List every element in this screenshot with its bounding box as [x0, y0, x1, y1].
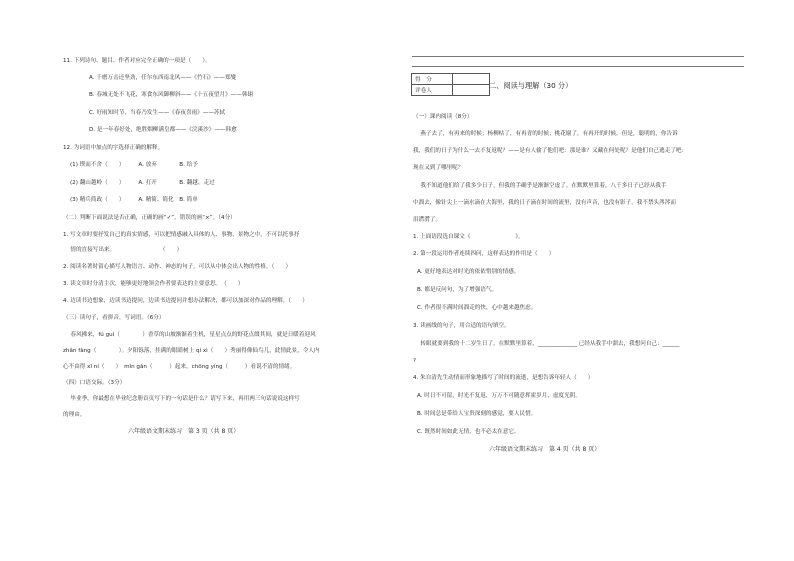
q12-item-3: (3) 精兵简政（ ） A. 精简、简化 B. 简单 — [70, 197, 198, 203]
top-rule-1 — [412, 56, 744, 57]
right-page-footer: 六年级语文期末练习 第 4 页（共 8 页） — [489, 446, 601, 453]
q12-stem: 12. 为词语中加点的字选择正确的解释。 — [63, 145, 164, 151]
passage-line-5: 中溜去，像针尖上一滴水滴在大海里，我的日子滴在时间的流里，没有声音，也没有影子。我不禁头涔涔而 — [413, 200, 676, 206]
left-page-footer: 六年级语文期末练习 第 3 页（共 8 页） — [128, 428, 240, 435]
rq2: 2. 第一段运用作者连续四问，这样表达的作用是（ ） — [413, 251, 555, 257]
rq2-option-a: A. 更好地表达对时光的依依惜别的情感。 — [417, 269, 520, 275]
score-table — [411, 73, 490, 96]
judge-1: 1. 写文章时要抒发自己的真实情感，可以把情感融入具体的人、事物、景物之中，不可以托事抒 — [63, 232, 300, 238]
judge-3: 3. 读文章时分清主次，能够更好地领会作者要表达的主要意思。 （ ） — [63, 281, 244, 287]
score-cell[interactable] — [453, 74, 490, 85]
passage-line-3: 现在又到了哪里呢？ — [413, 165, 464, 171]
judge-2: 2. 阅读名著时留心描写人物语言、动作、神态的句子，可以从中体会出人物的性格。（ ） — [63, 264, 292, 270]
q11-option-a: A. 千磨万击还坚劲，任尔东西南北风——《竹石》——郑燮 — [89, 75, 237, 81]
q11-stem: 11. 下列诗句、题目、作者对应完全正确的一项是（ ）。 — [63, 58, 211, 64]
rq4: 4. 朱自清先生动情而形象地描写了时间的流逝，是想告诉年轻人（ ） — [413, 375, 594, 381]
passage-line-6: 泪潸潸了。 — [413, 217, 441, 223]
section-oral-title: （四）口语交际。（3分） — [63, 380, 126, 386]
section-reading-title: 二、阅读与理解（30 分） — [489, 81, 573, 90]
grader-label: 评卷人 — [412, 85, 453, 96]
passage-line-4: 我不知道他们给了我多少日子，但我的手确乎是渐渐空虚了。在默默里算着，八千多日子已经从我手 — [413, 183, 667, 189]
q11-option-c: C. 好雨知时节，当春乃发生——《春夜喜雨》——苏轼 — [89, 110, 226, 116]
pinyin-line-3: 心不由得 xī ní（ ） mǐn gǎn（ ）起来，chōng yíng（ ）看说不清的情绪。 — [63, 364, 296, 370]
rq3-fill: 转眼就要到我的十二岁生日了，在默默里算着，______________ 已经从我手中溜去，我想问自己：______ — [413, 341, 680, 347]
rq2-option-c: C. 作者很不满时间溜走的快，心中越来越焦虑。 — [417, 305, 537, 311]
rq4-option-a: A. 时日不可留，时光不复返，万万不可随意挥霍岁月、虚度光阴。 — [417, 393, 581, 399]
rq4-option-b: B. 时间总是带给人宝贵深刻的感觉，要人民惜。 — [417, 411, 537, 417]
rq3-fill-end: ? — [413, 358, 416, 364]
q11-option-b: B. 春城无处不飞花，寒食东风御柳斜——《十五夜望月》——韩翃 — [89, 92, 254, 98]
judge-1-cont: 情的直接写出来。 （ ） — [63, 247, 183, 253]
grader-cell[interactable] — [453, 85, 490, 96]
judge-4: 4. 边读书边想象，边读书边提问，边读书边提问并想办法解决，都可以加深对作品的理解。（ ） — [63, 298, 308, 304]
reading-subtitle: （一）课内阅读（8分） — [413, 114, 473, 120]
q11-option-d: D. 是一年春好处，绝胜烟柳满皇都——《浣溪沙》——韩愈 — [89, 127, 237, 133]
oral-prompt-cont: 的理由。 — [63, 412, 86, 418]
q12-item-1: (1) 锲而不舍（ ） A. 放弃 B. 给予 — [70, 162, 198, 168]
section-pinyin-title: （三）读句子，看拼音，写词语。（6分） — [63, 315, 165, 321]
oral-prompt: 毕业季，你最想在毕业纪念册首页写下的一句话是什么？请写下来，再用两三句话说说这样写 — [63, 396, 300, 402]
rq3: 3. 读画线的句子，用合适的语句填空。 — [413, 323, 510, 329]
top-rule-2 — [412, 66, 744, 67]
score-label: 得 分 — [412, 74, 453, 85]
pinyin-line-2: zhǎn fàng（ ）。夕阳铄落，挂满的眼睛树上 qí xì（ ）秀丽得像仙鸟儿，此情此景，令人内 — [63, 348, 320, 354]
section-judge-title: （二）判断下面说法是否正确，正确的画“✓”，错误的画“×”。（4分） — [63, 215, 236, 221]
passage-line-2: 我，我们的日子为什么一去不复返呢？——是有人偷了他们吧：那是谁？又藏在何处呢？是他们自己逃走了吧： — [413, 148, 688, 154]
rq1: 1. 上面语段选自课文《 》。 — [413, 234, 524, 240]
rq2-option-b: B. 都是反问句，为了增强语气。 — [417, 287, 498, 293]
pinyin-line-1: 春风拂来，fú guì（ ）香草的山坡渐渐着生机，星星点点的野花点缀其间，就是日暖着迎风 — [63, 332, 316, 338]
right-page — [397, 0, 794, 561]
passage-line-1: 燕子去了，有再来的时候；杨柳枯了，有再青的时候；桃花谢了，有再开的时候。但是，聪明的，你告诉 — [413, 131, 678, 137]
rq4-option-c: C. 既然时间如此无情，也不必太在意它。 — [417, 429, 520, 435]
q12-item-2: (2) 翻山越岭（ ） A. 打开 B. 翻越、走过 — [70, 180, 215, 186]
